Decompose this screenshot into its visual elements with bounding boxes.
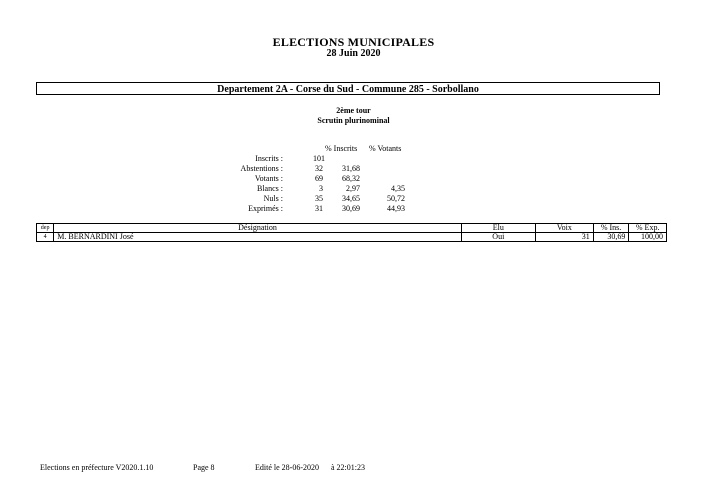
stat-label: Abstentions : — [240, 164, 283, 173]
stat-label: Nuls : — [263, 194, 283, 203]
stat-pct-inscrits: 2,97 — [346, 184, 360, 193]
election-date: 28 Juin 2020 — [326, 48, 381, 59]
round-label: 2ème tour — [336, 106, 371, 115]
stat-value: 35 — [315, 194, 323, 203]
footer-edited: Edité le 28-06-2020 — [255, 463, 319, 472]
cell-voix: 31 — [535, 233, 593, 242]
header-elu: Elu — [461, 224, 535, 233]
stat-value: 101 — [313, 154, 325, 163]
stat-label: Blancs : — [257, 184, 283, 193]
stat-value: 3 — [319, 184, 323, 193]
stat-value: 32 — [315, 164, 323, 173]
stat-label: Inscrits : — [255, 154, 283, 163]
stat-pct-inscrits: 30,69 — [342, 204, 360, 213]
cell-pct-exp: 100,00 — [629, 233, 667, 242]
header-voix: Voix — [535, 224, 593, 233]
cell-pct-ins: 30,69 — [593, 233, 629, 242]
cell-dep: 4 — [37, 233, 54, 242]
stat-label: Exprimés : — [248, 204, 283, 213]
cell-designation: M. BERNARDINI José — [54, 233, 461, 242]
stat-pct-votants: 50,72 — [387, 194, 405, 203]
stat-label: Votants : — [254, 174, 283, 183]
header-dep: dep — [37, 224, 54, 233]
department-banner: Departement 2A - Corse du Sud - Commune 285 - Sorbollano — [36, 82, 660, 95]
document-title: ELECTIONS MUNICIPALES — [272, 35, 435, 49]
stat-pct-inscrits: 68,32 — [342, 174, 360, 183]
scrutin-type: Scrutin plurinominal — [317, 116, 390, 125]
footer-page: Page 8 — [193, 463, 215, 472]
cell-elu: Oui — [461, 233, 535, 242]
results-table — [36, 223, 667, 242]
table-row — [37, 233, 667, 242]
stat-pct-votants: 44,93 — [387, 204, 405, 213]
footer-software: Elections en préfecture V2020.1.10 — [40, 463, 154, 472]
stat-value: 31 — [315, 204, 323, 213]
stat-pct-votants: 4,35 — [391, 184, 405, 193]
header-pct-ins: % Ins. — [593, 224, 629, 233]
header-designation: Désignation — [54, 224, 461, 233]
header-pct-exp: % Exp. — [629, 224, 667, 233]
footer-time: à 22:01:23 — [331, 463, 365, 472]
stat-value: 69 — [315, 174, 323, 183]
stat-pct-inscrits: 31,68 — [342, 164, 360, 173]
col-header-pct-votants: % Votants — [369, 144, 402, 153]
col-header-pct-inscrits: % Inscrits — [325, 144, 358, 153]
stat-pct-inscrits: 34,65 — [342, 194, 360, 203]
